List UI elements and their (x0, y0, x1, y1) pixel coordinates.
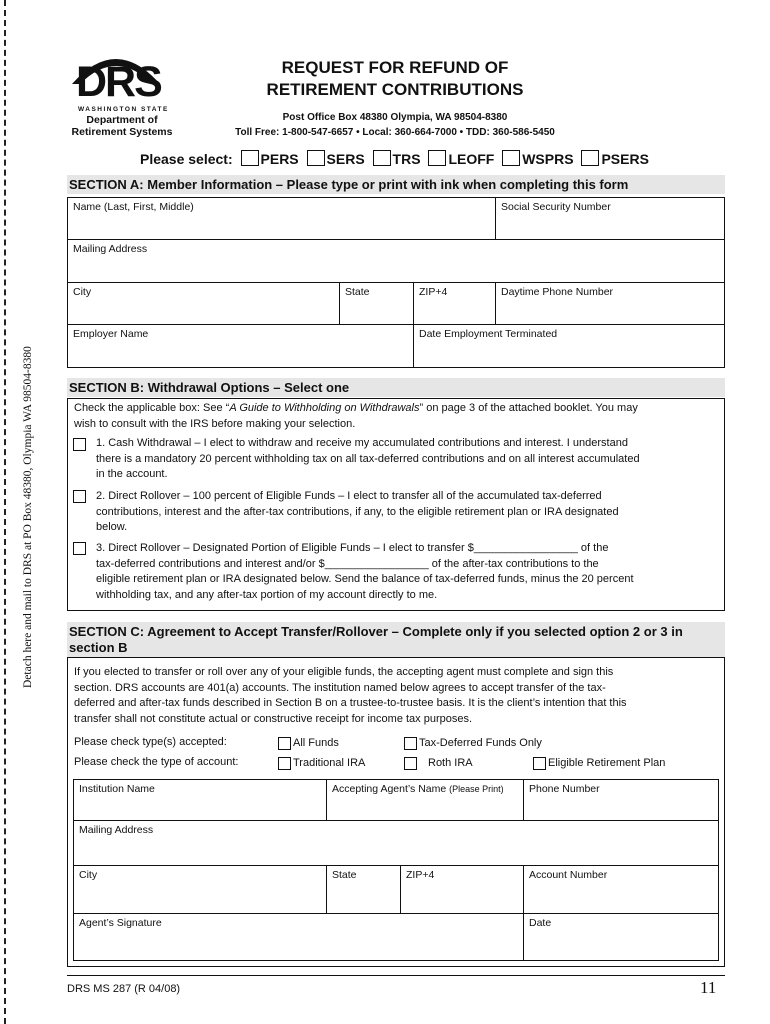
logo-state: WASHINGTON STATE (78, 106, 169, 113)
checkbox-trs[interactable] (373, 150, 391, 166)
eligible-plan-checkbox[interactable] (533, 757, 546, 770)
member-phone-field[interactable]: Daytime Phone Number (495, 282, 725, 325)
drs-logo (66, 44, 174, 140)
checkbox-wsprs[interactable] (502, 150, 520, 166)
logo-department: Department of Retirement Systems (71, 114, 173, 138)
section-a-heading: SECTION A: Member Information – Please type or print with ink when completing this form (67, 175, 725, 194)
option3-checkbox[interactable] (73, 542, 86, 555)
agent-name-field[interactable]: Accepting Agent’s Name (Please Print) (326, 779, 524, 821)
option2-text: 2. Direct Rollover – 100 percent of Eligible Funds – I elect to transfer all of the accumulated tax-deferred contributions, interest and the after-tax contributions, if any, to the eligible retirement plan or IRA designated below. (96, 490, 619, 533)
agent-phone-field[interactable]: Phone Number (523, 779, 719, 821)
all-funds-checkbox[interactable] (278, 737, 291, 750)
ssn-field[interactable]: Social Security Number (495, 197, 725, 240)
checkbox-sers[interactable] (307, 150, 325, 166)
option-trs: TRS (392, 151, 421, 167)
footer-rule (67, 975, 725, 976)
section-c-paragraph: If you elected to transfer or roll over any of your eligible funds, the accepting agent must complete and sign this section. DRS accounts are 401(a) accounts. The institution named below agrees to accept transfer of the tax- deferred and after-tax funds described in Section B on a trustee-to-trustee basis. It is the client’s intention that this transfer shall not constitute actual or constructive receipt for income tax purposes. (74, 666, 627, 725)
option3-text: 3. Direct Rollover – Designated Portion of Eligible Funds – I elect to transfer $_________________ of the tax-deferred contributions and interest and/or $_________________ of the after-tax contributions to the eligible retirement plan or IRA designated below. Send the balance of tax-deferred funds, minus the 20 percent withholding tax, and any after-tax portion of my account directly to me. (96, 542, 634, 601)
account-type-label: Please check the type of account: (74, 756, 239, 768)
phone-numbers: Toll Free: 1-800-547-6657 • Local: 360-664-7000 • TDD: 360-586-5450 (235, 127, 555, 138)
option2-checkbox[interactable] (73, 490, 86, 503)
member-mailing-field[interactable]: Mailing Address (67, 239, 725, 283)
member-name-field[interactable]: Name (Last, First, Middle) (67, 197, 496, 240)
option-wsprs: WSPRS (522, 151, 574, 167)
institution-state-field[interactable]: State (326, 865, 401, 914)
signature-date-field[interactable]: Date (523, 913, 719, 961)
eligible-plan-label: Eligible Retirement Plan (548, 757, 666, 769)
institution-name-field[interactable]: Institution Name (73, 779, 327, 821)
roth-ira-label: Roth IRA (428, 757, 473, 769)
checkbox-pers[interactable] (241, 150, 259, 166)
section-b-heading: SECTION B: Withdrawal Options – Select one (67, 378, 725, 397)
option-leoff: LEOFF (448, 151, 495, 167)
plan-select-row (140, 150, 649, 167)
detach-line (4, 0, 6, 1024)
checkbox-leoff[interactable] (428, 150, 446, 166)
account-number-field[interactable]: Account Number (523, 865, 719, 914)
tax-deferred-checkbox[interactable] (404, 737, 417, 750)
checkbox-psers[interactable] (581, 150, 599, 166)
plan-select-label: Please select: (140, 151, 233, 167)
date-terminated-field[interactable]: Date Employment Terminated (413, 324, 725, 368)
member-state-field[interactable]: State (339, 282, 414, 325)
option-pers: PERS (260, 151, 299, 167)
institution-mailing-field[interactable]: Mailing Address (73, 820, 719, 866)
section-b-intro: Check the applicable box: See “A Guide to Withholding on Withdrawals” on page 3 of the attached booklet. You may wish to consult with the IRS before making your selection. (74, 402, 638, 430)
employer-name-field[interactable]: Employer Name (67, 324, 414, 368)
section-c-heading: SECTION C: Agreement to Accept Transfer/Rollover – Complete only if you selected option 2 or 3 in section B (67, 622, 725, 658)
institution-zip-field[interactable]: ZIP+4 (400, 865, 524, 914)
form-title-line2: RETIREMENT CONTRIBUTIONS (266, 80, 524, 99)
form-title-line1: REQUEST FOR REFUND OF (281, 58, 509, 77)
logo-initials: DRS (76, 58, 161, 106)
detach-instructions: Detach here and mail to DRS at PO Box 48380, Olympia WA 98504-8380 (22, 346, 34, 688)
option1-text: 1. Cash Withdrawal – I elect to withdraw and receive my accumulated contributions and interest. I understand there is a mandatory 20 percent withholding tax on all tax-deferred contributions and on all interest accumulated in the account. (96, 437, 640, 480)
option-psers: PSERS (601, 151, 649, 167)
all-funds-label: All Funds (293, 737, 339, 749)
option-sers: SERS (326, 151, 365, 167)
roth-ira-checkbox[interactable] (404, 757, 417, 770)
mailing-address: Post Office Box 48380 Olympia, WA 98504-8380 (282, 112, 508, 123)
member-city-field[interactable]: City (67, 282, 340, 325)
member-zip-field[interactable]: ZIP+4 (413, 282, 496, 325)
option1-checkbox[interactable] (73, 438, 86, 451)
institution-city-field[interactable]: City (73, 865, 327, 914)
traditional-ira-label: Traditional IRA (293, 757, 366, 769)
form-id: DRS MS 287 (R 04/08) (67, 983, 181, 995)
traditional-ira-checkbox[interactable] (278, 757, 291, 770)
types-accepted-label: Please check type(s) accepted: (74, 736, 227, 748)
page-number: 11 (700, 978, 717, 997)
tax-deferred-label: Tax-Deferred Funds Only (419, 737, 542, 749)
agent-signature-field[interactable]: Agent’s Signature (73, 913, 524, 961)
